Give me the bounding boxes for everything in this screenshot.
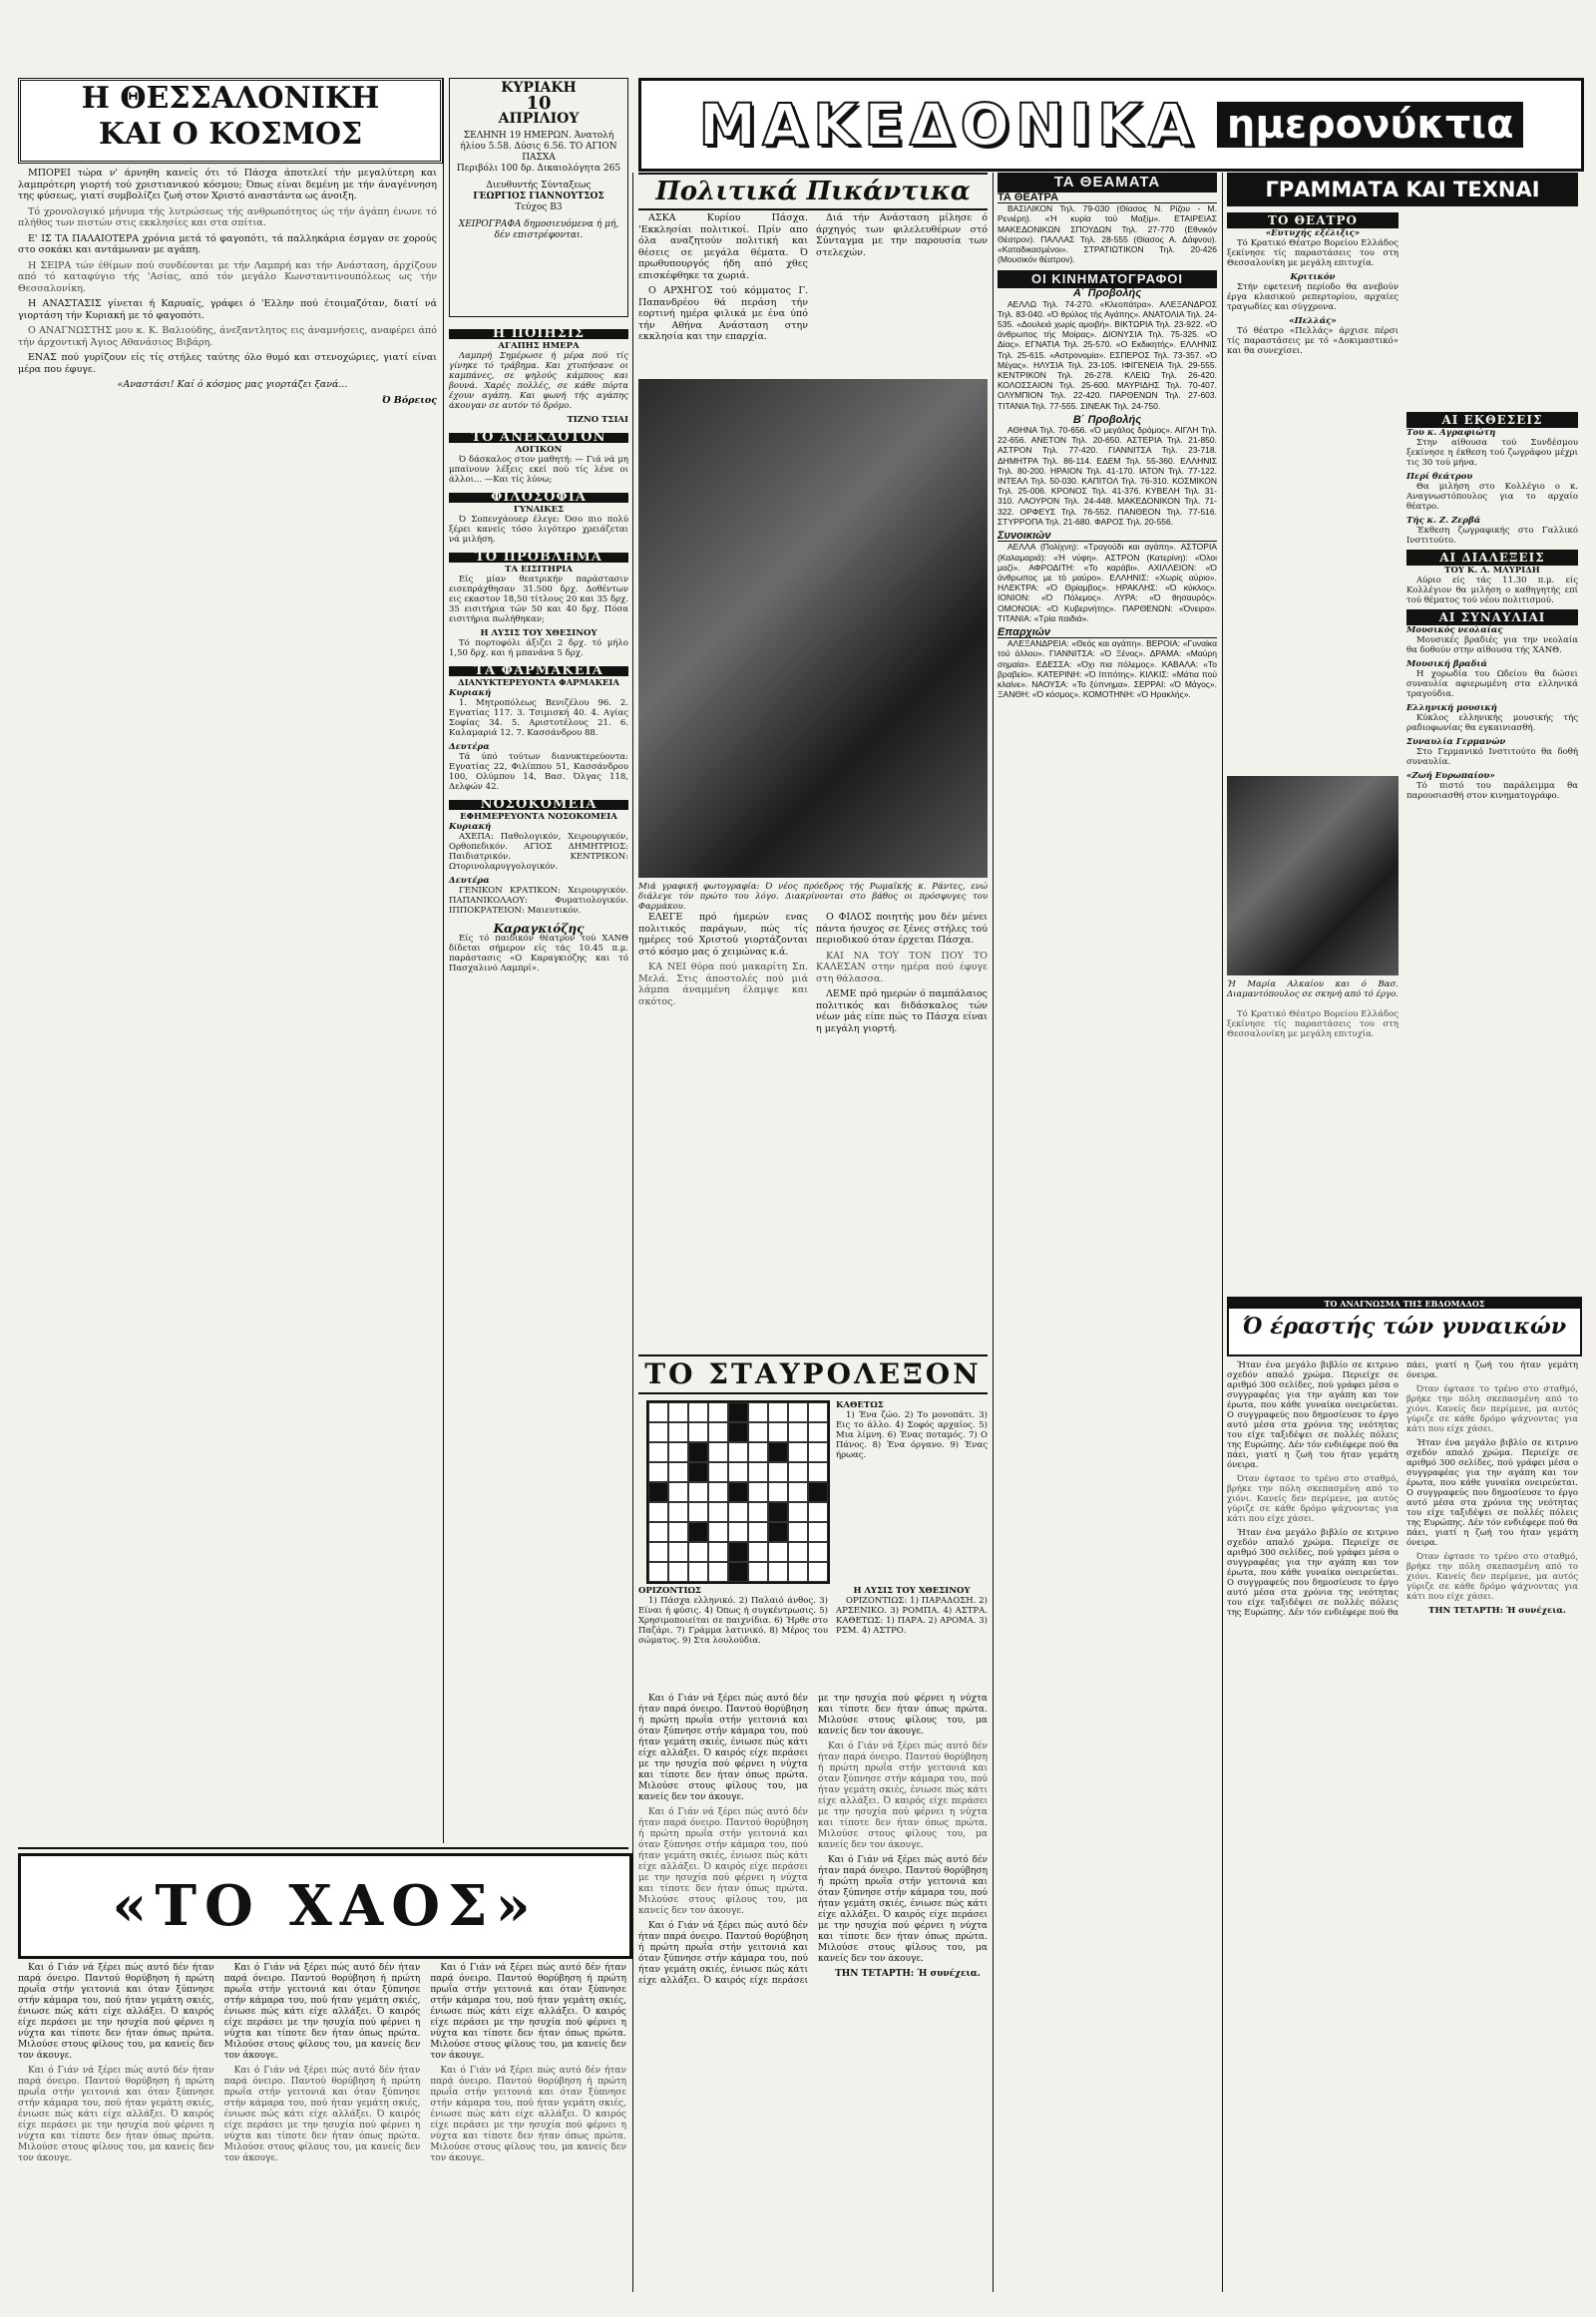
serial-text-3: Και ό Γιάν νά ξέρει πώς αυτό δέν ήταν παρά όνειρο. Παντού θορύβηση ή πρώτη πρωΐα στήν γειτονιά και όταν ξύπνησε στήν κάμαρα του, πού ήταν γεμάτη σκιές, ένιωσε πώς κάτι είχε αλλάξει. Ό καιρός είχε περάσει με την ησυχία πού φέρνει η νύχτα και τίποτε δεν ήταν όπως πρώτα. Μιλούσε στους φίλους του, μα κανείς δεν τον άκουγε. [223,1963,421,2061]
crossword-black-cell [728,1482,748,1502]
newspaper-page [18,18,1578,2302]
concerts-header: ΑΙ ΣΥΝΑΥΛΙΑΙ [1406,609,1578,625]
crossword-cell[interactable] [748,1502,768,1522]
poetry-subtitle: ΑΓΑΠΗΣ ΗΜΕΡΑ [498,341,580,351]
philosophy-text: Ό Σοπενχάουερ έλεγε: Όσο πιο πολύ ξέρει κανείς τόσο λιγότερο χρειάζεται νά μιλήση. [449,515,628,545]
crossword-cell[interactable] [808,1502,828,1522]
suburb-title: Συνοικιών [998,531,1217,542]
exh1-title: Του κ. Αγραφιώτη [1406,428,1496,438]
cinema-title: ΟΙ ΚΙΝΗΜΑΤΟΓΡΑΦΟΙ [998,270,1217,288]
crossword-cell[interactable] [648,1442,668,1462]
crossword-black-cell [688,1462,708,1482]
crossword-cell[interactable] [808,1522,828,1542]
politics-text-a: ΑΣΚΑ Κυρίου Πάσχα. 'Εκκλησίαι πολιτικοί. Πρίν απο όλα αναζητούν πολιτική και θέσεις σε μεγάλα θέματα. Ό πρωθυπουργός ήδη από χθες επισκέφθηκε τα χωριά. [638,212,808,281]
crossword-black-cell [688,1522,708,1542]
crossword-across-label: ΟΡΙΖΟΝΤΙΩΣ [638,1586,702,1596]
second-run-list: ΑΘΗΝΑ Τηλ. 70-656. «Ό μεγάλος δρόμος». ΑΙΓΛΗ Τηλ. 22-656. ΑΝΕΤΟΝ Τηλ. 20-650. ΑΣΤΕΡΙΑ Τηλ. 21-850. ΑΣΤΡΟΝ Τηλ. 77-420. ΓΙΑΝΝΙΤΣΑ Τηλ. 23-718. ΔΗΜΗΤΡΑ Τηλ. 86-114. ΕΔΕΜ Τηλ. 55-360. ΕΛΛΗΝΙΣ Τηλ. 80-200. ΗΡΑΙΟΝ Τηλ. 41-170. ΙΑΤΟΝ Τηλ. 77-122. ΙΝΤΕΑΛ Τηλ. 50-030. ΚΑΠΙΤΟΛ Τηλ. 76-310. ΚΟΣΜΙΚΟΝ Τηλ. 25-006. ΚΡΟΝΟΣ Τηλ. 41-376. ΚΥΒΕΛΗ Τηλ. 31-310. ΛΑΟΥΡΟΝ Τηλ. 24-448. ΜΑΚΕΔΟΝΙΚΟΝ Τηλ. 71-322. ΟΡΦΕΥΣ Τηλ. 76-552. ΠΑΝΘΕΟΝ Τηλ. 77-516. ΣΤΥΡΡΟΠΑ Τηλ. 21-680. ΦΑΡΟΣ Τηλ. 20-556. [998,425,1217,527]
serial-title: «ΤΟ ΧΑΟΣ» [112,1873,539,1939]
crossword-cell[interactable] [788,1482,808,1502]
hospital-day2: Δευτέρα [449,876,490,886]
crossword-cell[interactable] [668,1562,688,1582]
right-photo [1227,776,1398,975]
dateline-text2: Περιβόλι 100 δρ. Δικαιολόγητα 265 [456,164,621,174]
hospital-text: ΑΧΕΠΑ: Παθολογικόν, Χειρουργικόν, Ορθοπεδικόν. ΑΓΙΟΣ ΔΗΜΗΤΡΙΟΣ: Παιδιατρικόν. ΚΕΝΤΡΙΚΟΝ: Ωτορινολαρυγγολογικόν. [449,832,628,872]
crossword-cell[interactable] [648,1542,668,1562]
left-signature: Ό Βόρειος [382,394,437,406]
problem-subtitle: ΤΑ ΕΙΣΙΤΗΡΙΑ [505,565,573,575]
crossword-cell[interactable] [768,1402,788,1422]
karagiozis-title: Καραγκιόζης [493,922,585,936]
serial-end: ΤΗΝ ΤΕΤΑΡΤΗ: Ή συνέχεια. [835,1969,981,1979]
right-section-title: ΓΡΑΜΜΑΤΑ ΚΑΙ ΤΕΧΝΑΙ [1227,173,1578,206]
exh2-title: Περί θεάτρου [1406,472,1473,482]
dateline-text: ΣΕΛΗΝΗ 19 ΗΜΕΡΩΝ. Άνατολή ήλίου 5.58. Δύσις 6.56. ΤΟ ΑΓΙΟΝ ΠΑΣΧΑ [460,131,617,163]
crossword-black-cell [768,1442,788,1462]
serial-body-right [638,1694,988,2292]
crossword-cell[interactable] [708,1402,728,1422]
provinces-title: Επαρχιών [998,627,1217,638]
right-col-a [1227,212,1398,771]
lecture-title: ΤΟΥ Κ. Λ. ΜΑΥΡΙΔΗ [1444,566,1540,576]
crossword-cell[interactable] [648,1402,668,1422]
crossword-black-cell [768,1522,788,1542]
exh2-text: Θα μιλήση στο Κολλέγιο ο κ. Αναγνωστόπουλος για το αρχαίο θέατρο. [1406,482,1578,512]
politics-col-a [638,212,808,372]
crossword-cell[interactable] [788,1542,808,1562]
dateline-date: 10 [526,93,552,114]
right-photo-caption: Ή Μαρία Αλκαίου και ό Βασ. Διαμαντόπουλος σε σκηνή από τό έργο. [1227,979,1398,999]
serial-text-1: Και ό Γιάν νά ξέρει πώς αυτό δέν ήταν παρά όνειρο. Παντού θορύβηση ή πρώτη πρωΐα στήν γειτονιά και όταν ξύπνησε στήν κάμαρα του, πού ήταν γεμάτη σκιές, ένιωσε πώς κάτι είχε αλλάξει. Ό καιρός είχε περάσει με την ησυχία πού φέρνει η νύχτα και τίποτε δεν ήταν όπως πρώτα. Μιλούσε στους φίλους του, μα κανείς δεν τον άκουγε. [18,1963,214,2061]
crossword-cell[interactable] [728,1462,748,1482]
exhibition-header: ΑΙ ΕΚΘΕΣΕΙΣ [1406,412,1578,428]
crossword-cell[interactable] [748,1422,768,1442]
politics-text-c: Διά τήν Ανάσταση μίλησε ό άρχηγός των φιλελευθέρων στό Σύνταγμα με την παρουσία των στελεχών. [816,212,988,258]
crossword-cell[interactable] [728,1502,748,1522]
lecture-text: Αύριο είς τάς 11.30 π.μ. είς Κολλέγιον θα μιλήση ο καθηγητής επί τού θέματος τού νέου πολιτισμού. [1406,576,1578,605]
suburb-list: ΑΕΛΛΑ (Πολίχνη): «Τραγούδι και αγάπη». ΑΣΤΟΡΙΑ (Καλαμαριά): «Ή νύφη». ΑΣΤΡΟΝ (Κατερίνη): «Όλοι μαζί». ΑΦΡΟΔΙΤΗ: «Το καράβι». ΑΧΙΛΛΕΙΟΝ: «Ό άνθρωπος με τό μαύρο». ΕΛΛΗΝΙΣ: «Χωρίς αύριο». ΗΛΕΚΤΡΑ: «Ό Θρίαμβος». ΗΡΑΚΛΗΣ: «Ό κύκλος». ΙΟΝΙΟΝ: «Ό Πόλεμος». ΛΥΡΑ: «Ό θησαυρός». ΟΜΟΝΟΙΑ: «Ό Κυβερνήτης». ΠΑΡΘΕΝΩΝ: «Όνειρα». ΤΙΤΑΝΙΑ: «Τρία παιδιά». [998,542,1217,623]
crossword-cell[interactable] [768,1422,788,1442]
column-rule [1222,173,1223,2292]
crossword-cell[interactable] [688,1422,708,1442]
crossword-cell[interactable] [788,1462,808,1482]
crossword-title: ΤΟ ΣΤΑΥΡΟΛΕΞΟΝ [638,1354,988,1394]
right-sub3: «Πελλάς» [1289,316,1337,326]
listings-column [998,173,1217,2277]
column-rule [993,173,994,2292]
crossword-black-cell [728,1402,748,1422]
first-run-title: Α΄ Προβολής [1072,287,1142,300]
crossword-cell[interactable] [668,1482,688,1502]
left-title-line1: Η ΘΕΣΣΑΛΟΝΙΚΗ [81,81,380,116]
crossword-cell[interactable] [648,1462,668,1482]
crossword-black-cell [728,1422,748,1442]
karagiozis-text: Είς τό παιδικόν θέατρον τού ΧΑΝΘ δίδεται σήμερον είς τάς 10.45 π.μ. παράστασις «Ο Καραγκιόζης και τό Πασχαλινό Λαμπρί». [449,934,628,973]
conc3-title: Ελληνική μουσική [1406,703,1497,713]
right-text2: Στήν εφετεινή περίοδο θα ανεβούν έργα κλασικού ρεπερτορίου, αρχαίες τραγωδίες και σύγχρονα. [1227,282,1398,312]
crossword-cell[interactable] [668,1502,688,1522]
crossword-solution-title: Η ΛΥΣΙΣ ΤΟΥ ΧΘΕΣΙΝΟΥ [853,1586,971,1596]
crossword-cell[interactable] [668,1422,688,1442]
left-p5: Η ΑΝΑΣΤΑΣΙΣ γίνεται ή Καρυαίς, γράφει ό 'Ελλην πού έτοιμαζόταν, διατί νά γιορτάση τήν Κυριακή με τό φαγοπότι. [18,298,437,321]
reading-end: ΤΗΝ ΤΕΤΑΡΤΗ: Ή συνέχεια. [1428,1606,1566,1616]
hospital-title: ΝΟΣΟΚΟΜΕΙΑ [449,800,628,810]
crossword-down-label: ΚΑΘΕΤΩΣ [836,1400,884,1410]
reading-banner [1227,1297,1582,1356]
crossword-cell[interactable] [668,1402,688,1422]
left-p3: Ε' ΙΣ ΤΑ ΠΑΛΑΙΟΤΕΡΑ χρόνια μετά τό φαγοπότι, τά παλληκάρια έσμγαν σε χορούς στο σοκάκι και αντάμωναν με αγάπη. [18,232,437,255]
hospital-text2: ΓΕΝΙΚΟΝ ΚΡΑΤΙΚΟΝ: Χειρουργικόν. ΠΑΠΑΝΙΚΟΛΑΟΥ: Φυματιολογικόν. ΙΠΠΟΚΡΑΤΕΙΟΝ: Μαιευτικόν. [449,886,628,916]
politics-text-g: ΚΑΙ ΝΑ ΤΟΥ ΤΟΝ ΠΟΥ ΤΟ ΚΑΛΕΣΑΝ στην ημέρα πού έφυγε στη θάλασσα. [816,950,988,984]
serial-text-6: Και ό Γιάν νά ξέρει πώς αυτό δέν ήταν παρά όνειρο. Παντού θορύβηση ή πρώτη πρωΐα στήν γειτονιά και όταν ξύπνησε στήν κάμαρα του, πού ήταν γεμάτη σκιές, ένιωσε πώς κάτι είχε αλλάξει. Ό καιρός είχε περάσει με την ησυχία πού φέρνει η νύχτα και τίποτε δεν ήταν όπως πρώτα. Μιλούσε στους φίλους του, μα κανείς δεν τον άκουγε. [430,2066,626,2163]
crossword-cell[interactable] [668,1442,688,1462]
crossword-cell[interactable] [788,1522,808,1542]
right-sub1: «Ευτυχής εξέλιξις» [1265,228,1361,238]
editor-name: ΓΕΩΡΓΙΟΣ ΓΙΑΝΝΟΥΤΣΟΣ [473,192,604,201]
provinces-list: ΑΛΕΞΑΝΔΡΕΙΑ: «Θεός και αγάπη». ΒΕΡΟΙΑ: «Γυναίκα τού άλλου». ΓΙΑΝΝΙΤΣΑ: «Ό Ξένος». ΔΡΑΜΑ: «Μαύρη σημαία». ΕΔΕΣΣΑ: «Όχι πια πόλεμος». ΚΑΒΑΛΑ: «Το βραβείο». ΚΑΤΕΡΙΝΗ: «Ό Ιππότης». ΚΙΛΚΙΣ: «Μάτια πού κλαίνε». ΝΑΟΥΣΑ: «Το ξύπνημα». ΣΕΡΡΑΙ: «Ό Μάγος». ΞΑΝΘΗ: «Ό κόσμος». ΚΟΜΟΤΗΝΗ: «Ό Ηρακλής». [998,638,1217,700]
pharmacy-day2: Δευτέρα [449,742,490,752]
crossword-grid[interactable] [646,1400,830,1584]
reading-title: Ό έραστής τών γυναικών [1242,1314,1567,1340]
serial-body [18,1963,626,2292]
crossword-black-cell [728,1542,748,1562]
crossword-cell[interactable] [708,1562,728,1582]
left-title-line2: ΚΑΙ Ο ΚΟΣΜΟΣ [98,117,363,152]
crossword-cell[interactable] [808,1462,828,1482]
crossword-cell[interactable] [688,1482,708,1502]
dateline-month: ΑΠΡΙΛΙΟΥ [498,111,580,127]
hospital-day: Κυριακή [449,822,492,832]
serial-text-9: Και ό Γιάν νά ξέρει πώς αυτό δέν ήταν παρά όνειρο. Παντού θορύβηση ή πρώτη πρωΐα στήν γειτονιά και όταν ξύπνησε στήν κάμαρα του, πού ήταν γεμάτη σκιές, ένιωσε πώς κάτι είχε αλλάξει. Ό καιρός είχε περάσει με την ησυχία πού φέρνει η νύχτα και τίποτε δεν ήταν όπως πρώτα. Μιλούσε στους φίλους του, μα κανείς δεν τον άκουγε. [638,1694,988,1986]
crossword-cell[interactable] [788,1502,808,1522]
column-rule [632,173,633,2292]
reading-pre: ΤΟ ΑΝΑΓΝΩΣΜΑ ΤΗΣ ΕΒΔΟΜΑΔΟΣ [1229,1299,1580,1309]
crossword-down-text: 1) Ένα ζώο. 2) Το μονοπάτι. 3) Εις το άλλο. 4) Σοφός αρχαίος. 5) Μια λίμνη. 6) Ένας ποταμός. 7) Ο Πάνος. 8) Ένα όργανο. 9) Ένας ήρωας. [836,1410,988,1460]
crossword-black-cell [688,1442,708,1462]
theater-subtitle: ΤΑ ΘΕΑΤΡΑ [998,193,1217,203]
crossword-cell[interactable] [648,1562,668,1582]
lectures-header: ΑΙ ΔΙΑΛΕΞΕΙΣ [1406,550,1578,566]
crossword-cell[interactable] [748,1542,768,1562]
second-run-title: Β΄ Προβολής [1072,413,1142,426]
crossword-cell[interactable] [808,1562,828,1582]
exh3-text: Έκθεση ζωγραφικής στο Γαλλικό Ινστιτούτο. [1406,526,1578,546]
conc2-text: Η χορωδία του Ωδείου θα δώσει συναυλία αφιερωμένη στα ελληνικά τραγούδια. [1406,669,1578,699]
reading-text6: Όταν έφτασε το τρένο στο σταθμό, βρήκε την πόλη σκεπασμένη από το χιόνι. Κανείς δεν περίμενε, μα αυτός γύριζε σε κάθε δρόμο ψάχνοντας για κάτι που είχε χάσει. [1406,1552,1578,1602]
crossword-cell[interactable] [748,1562,768,1582]
politics-photo-caption: Μιά γραφική φωτογραφία: Ό νέος πρόεδρος τής Ρωμαϊκής κ. Ράντες, ενώ διάλεγε τόν πρώτο του λόγο. Διακρίνονται στο βάθος οι πρόσφυγες του Φαρμάκου. [638,882,988,912]
crossword-cell[interactable] [688,1542,708,1562]
theater-title: ΤΑ ΘΕΑΜΑΤΑ [998,173,1217,193]
crossword-cell[interactable] [748,1522,768,1542]
crossword-down [836,1400,988,1580]
dateline-box [449,78,628,317]
reading-text3: Ήταν ένα μεγάλο βιβλίο σε κιτρινο σχεδόν απαλό χρώμα. Περιείχε σε αριθμό 300 σελίδες, πού γράφει μέσα ο συγγραφέας για την αγάπη και τον έρωτα, που κάθε γυναίκα ονειρεύεται. Ο συγγραφεύς που δημοσίευσε το έργο αυτό μέσα στα χρόνια της νεότητας του είχε ταξιδέψει σε πολλές πόλεις της Ευρώπης. Δέν τόν ενδιέφερε πού θα πάει, γιατί η ζωή του ήταν γεμάτη όνειρα. [1227,1360,1578,1618]
crossword-cell[interactable] [748,1402,768,1422]
crossword-cell[interactable] [708,1422,728,1442]
politics-text-h: ΛΕΜΕ πρό ημερών ό παμπάλαιος πολιτικός και διδάσκαλος τών νέων μάς είπε πώς το Πάσχα είναι η μεγάλη γιορτή. [816,988,988,1034]
crossword-cell[interactable] [808,1542,828,1562]
reading-text4: Όταν έφτασε το τρένο στο σταθμό, βρήκε την πόλη σκεπασμένη από το χιόνι. Κανείς δεν περίμενε, μα αυτός γύριζε σε κάθε δρόμο ψάχνοντας για κάτι που είχε χάσει. [1406,1384,1578,1434]
left-p2: Τό χρονολογικό μήνυμα τής λυτρώσεως τής ανθρωπότητος ώς τήν άγάπη ένωνε τό πλήθος των πιστών στις εκκλησίες και στα σπίτια. [18,205,437,228]
poetry-text: Λαμπρή Σημέρωσε ή μέρα πού τίς γίνηκε τό τράβημα. Και χτυπήσανε οι καμπάνες, σε ψηλούς κάμπους και βουνά. Χαρές πολλές, σε κάθε πόρτα έχουν αγάπη. Και φωνή τής αγάπης άκουγαν σε αυτόν τό δρόμο. [449,351,628,411]
right-text3: Τό θέατρο «Πελλάς» άρχισε πέρσι τίς παραστάσεις με τό «Δοκιμαστικό» και θα συνεχίσει. [1227,326,1398,356]
problem-answer-title: Η ΛΥΣΙΣ ΤΟΥ ΧΘΕΣΙΝΟΥ [480,628,598,638]
reading-text: Ήταν ένα μεγάλο βιβλίο σε κιτρινο σχεδόν απαλό χρώμα. Περιείχε σε αριθμό 300 σελίδες, πού γράφει μέσα ο συγγραφέας για την αγάπη και τον έρωτα, που κάθε γυναίκα ονειρεύεται. Ο συγγραφεύς που δημοσίευσε το έργο αυτό μέσα στα χρόνια της νεότητας του είχε ταξιδέψει σε πολλές πόλεις της Ευρώπης. Δέν τόν ενδιέφερε πού θα πάει, γιατί η ζωή του ήταν γεμάτη όνειρα. [1227,1360,1398,1470]
philosophy-title: ΦΙΛΟΣΟΦΙΑ [449,493,628,503]
crossword-cell[interactable] [708,1482,728,1502]
right-theater-header: ΤΟ ΘΕΑΤΡΟ [1227,212,1398,228]
problem-text: Είς μίαν θεατρικήν παράστασιν εισεπράχθησαν 31.500 δρχ. Δοθέντων εις εκαστον 18,50 τίτλους 20 και 35 δρχ. 35 εισιτήρια τών 50 και 40 δρχ. Πόσα εισιτήρια πωλήθηκαν; [449,575,628,624]
crossword-cell[interactable] [748,1442,768,1462]
exh1-text: Στην αίθουσα τού Συνδέσμου ξεκίνησε η έκθεση τού ζωγράφου μέχρι τις 30 τού μήνα. [1406,438,1578,468]
politics-text-d: ΕΛΕΓΕ πρό ήμερών ενας πολιτικός παράγων, πώς τίς ημέρες τού Χριστού γιορτάζονται στό κόσμο μας ό χειμώνας κ.ά. [638,912,808,958]
right-lower-text: Τό Κρατικό Θέατρο Βορείου Ελλάδος ξεκίνησε τίς παραστάσεις του στη Θεσσαλονίκη με μεγάλη επιτυχία. [1227,1009,1398,1039]
crossword-cell[interactable] [768,1562,788,1582]
conc5-text: Τό πιστό του παράλειμμα θα παρουσιασθή στον κινηματογράφο. [1406,781,1578,801]
first-run-list: ΑΕΛΛΩ Τηλ. 74-270. «Κλεοπάτρα». ΑΛΕΞΑΝΔΡΟΣ Τηλ. 83-040. «Ό θρύλος τής Αγάπης». ΑΝΑΤΟΛΙΑ Τηλ. 24-535. «Δουλειά χωρίς αμοιβή». ΒΙΚΤΩΡΙΑ Τηλ. 23-922. «Ό άνθρωπος τής Μοίρας». ΔΙΟΝΥΣΙΑ Τηλ. 75-325. «Ό Δίας». ΕΓΝΑΤΙΑ Τηλ. 25-570. «Ο Εκδικητής». ΕΛΛΗΝΙΣ Τηλ. 25-615. «Αστρονομία». ΕΣΠΕΡΟΣ Τηλ. 73-357. «Ό Μέγας». ΗΛΥΣΙΑ Τηλ. 23-105. ΙΦΙΓΕΝΕΙΑ Τηλ. 29-555. ΚΕΝΤΡΙΚΟΝ Τηλ. 26-278. ΚΛΕΙΩ Τηλ. 26-420. ΚΟΛΟΣΣΑΙΟΝ Τηλ. 25-600. ΜΑΥΡΙΔΗΣ Τηλ. 70-407. ΟΛΥΜΠΙΟΝ Τηλ. 22-420. ΠΑΡΘΕΝΩΝ Τηλ. 27-603. ΤΙΤΑΝΙΑ Τηλ. 77-555. ΣΙΝΕΑΚ Τηλ. 24-750. [998,298,1217,411]
section-rule [18,1847,628,1849]
conc4-text: Στο Γερμανικό Ινστιτούτο θα δοθή συναυλία. [1406,747,1578,767]
left-verse: «Αναστάσι! Καί ό κόσμος μας γιορτάζει ξανά... [117,379,348,390]
crossword-cell[interactable] [708,1522,728,1542]
manuscript-note: ΧΕΙΡΟΓΡΑΦΑ δημοσιευόμενα ή μή, δέν επιστρέφονται. [458,219,619,240]
conc2-title: Μουσική βραδιά [1406,659,1488,669]
serial-banner [18,1853,632,1959]
crossword-cell[interactable] [648,1522,668,1542]
crossword-cell[interactable] [748,1462,768,1482]
crossword-black-cell [768,1502,788,1522]
crossword-cell[interactable] [808,1422,828,1442]
pharmacy-text: 1. Μητροπόλεως Βενιζέλου 96. 2. Εγνατίας 117. 3. Τσιμισκή 40. 4. Αγίας Σοφίας 34. 5. Αριστοτέλους 21. 6. Καλαμαριά 12. 7. Κασσάνδρου 88. [449,698,628,738]
conc1-title: Μουσικός νεολαίας [1406,625,1503,635]
crossword-cell[interactable] [648,1502,668,1522]
masthead-subtitle: ημερονύκτια [1217,102,1524,148]
reading-text5: Ήταν ένα μεγάλο βιβλίο σε κιτρινο σχεδόν απαλό χρώμα. Περιείχε σε αριθμό 300 σελίδες, πού γράφει μέσα ο συγγραφέας για την αγάπη και τον έρωτα, που κάθε γυναίκα ονειρεύεται. Ο συγγραφεύς που δημοσίευσε το έργο αυτό μέσα στα χρόνια της νεότητας του είχε ταξιδέψει σε πολλές πόλεις της Ευρώπης. Δέν τόν ενδιέφερε πού θα πάει, γιατί η ζωή του ήταν γεμάτη όνειρα. [1406,1438,1578,1548]
crossword-black-cell [808,1482,828,1502]
left-p4: Η ΣΕΙΡΑ τών έθίμων πού συνδέονται με τήν Λαμπρή και τήν Ανάσταση, άρχίζουν από τό καταφύγιο τής 'Ασίας, από τόν μεγάλο Κωνσταντινουπόλεως ως τήν Θεσσαλονίκη. [18,259,437,294]
crossword-cell[interactable] [688,1562,708,1582]
conc4-title: Συναυλία Γερμανών [1406,737,1506,747]
conc1-text: Μουσικές βραδιές για την νεολαία θα δοθούν στην αίθουσα τής ΧΑΝΘ. [1406,635,1578,655]
right-col-b [1406,212,1578,1290]
crossword-black-cell [648,1482,668,1502]
crossword-cell[interactable] [708,1442,728,1462]
politics-col-b [816,212,988,372]
crossword-cell[interactable] [788,1402,808,1422]
pharmacy-title: ΤΑ ΦΑΡΜΑΚΕΙΑ [449,666,628,676]
dateline-day: ΚΥΡΙΑΚΗ [501,80,577,96]
politics-col-d [816,912,988,1341]
conc3-text: Κύκλος ελληνικής μουσικής τής ραδιοφωνίας θα εγκαινιασθή. [1406,713,1578,733]
serial-text-2: Και ό Γιάν νά ξέρει πώς αυτό δέν ήταν παρά όνειρο. Παντού θορύβηση ή πρώτη πρωΐα στήν γειτονιά και όταν ξύπνησε στήν κάμαρα του, πού ήταν γεμάτη σκιές, ένιωσε πώς κάτι είχε αλλάξει. Ό καιρός είχε περάσει με την ησυχία πού φέρνει η νύχτα και τίποτε δεν ήταν όπως πρώτα. Μιλούσε στους φίλους του, μα κανείς δεν τον άκουγε. [18,2066,214,2163]
crossword-cell[interactable] [808,1442,828,1462]
politics-text-f: Ο ΦΙΛΟΣ ποιητής μου δέν μένει πάντα ήσυχος σε ξένες στήλες τού περιοδικού όταν έρχεται Πάσχα. [816,912,988,946]
issue-number: Τεύχος Β3 [515,202,563,212]
crossword-cell[interactable] [708,1542,728,1562]
poetry-author: ΤΙΖΝΟ ΤΣΙΑΙ [567,415,628,425]
crossword-cell[interactable] [708,1462,728,1482]
serial-text-11: Και ό Γιάν νά ξέρει πώς αυτό δέν ήταν παρά όνειρο. Παντού θορύβηση ή πρώτη πρωΐα στήν γειτονιά και όταν ξύπνησε στήν κάμαρα του, πού ήταν γεμάτη σκιές, ένιωσε πώς κάτι είχε αλλάξει. Ό καιρός είχε περάσει με την ησυχία πού φέρνει η νύχτα και τίποτε δεν ήταν όπως πρώτα. Μιλούσε στους φίλους του, μα κανείς δεν τον άκουγε. [818,1855,988,1964]
crossword-cell[interactable] [808,1402,828,1422]
problem-title: ΤΟ ΠΡΟΒΛΗΜΑ [449,553,628,563]
left-p6: Ο ΑΝΑΓΝΩΣΤΗΣ μου κ. Κ. Βαλιούδης, άνεξαντλητος εις άναμνήσεις, αναφέρει άπό τήν άρχοντική Άγιος Αθανάσιος Βιβάρη. [18,325,437,348]
serial-text-5: Και ό Γιάν νά ξέρει πώς αυτό δέν ήταν παρά όνειρο. Παντού θορύβηση ή πρώτη πρωΐα στήν γειτονιά και όταν ξύπνησε στήν κάμαρα του, πού ήταν γεμάτη σκιές, ένιωσε πώς κάτι είχε αλλάξει. Ό καιρός είχε περάσει με την ησυχία πού φέρνει η νύχτα και τίποτε δεν ήταν όπως πρώτα. Μιλούσε στους φίλους του, μα κανείς δεν τον άκουγε. [430,1963,626,2061]
crossword-cell[interactable] [788,1442,808,1462]
left-article-title [18,78,443,164]
anecdote-subtitle: ΛΟΓΙΚΟΝ [515,445,563,455]
politics-section-title: Πολιτικά Πικάντικα [638,173,988,210]
reading-body [1227,1360,1578,2288]
conc5-title: «Ζωή Ευρωπαίου» [1406,771,1495,781]
politics-photo [638,379,988,878]
crossword-cell[interactable] [688,1502,708,1522]
crossword-cell[interactable] [648,1422,668,1442]
crossword-cell[interactable] [768,1542,788,1562]
anecdote-text: Ό δάσκαλος στον μαθητή: — Γιά νά μη μπαίνουν λέξεις εκεί πού τίς λένε οι άλλοι... —Και τίς λύνω; [449,455,628,485]
problem-answer-text: Τό πορτοφόλι άξιζει 2 δρχ. τό μήλο 1,50 δρχ. και ή μπανάνα 5 δρχ. [449,638,628,658]
crossword-cell[interactable] [688,1402,708,1422]
philosophy-subtitle: ΓΥΝΑΙΚΕΣ [513,505,565,515]
center-small-column [449,327,628,1684]
pharmacy-text2: Τά ύπό τούτων διανυκτερεύοντα: Εγνατίας 22, Φιλίππου 51, Κασσάνδρου 100, Ολύμπου 14, Βασ. Όλγας 118, Δελφών 42. [449,752,628,792]
serial-text-8: Και ό Γιάν νά ξέρει πώς αυτό δέν ήταν παρά όνειρο. Παντού θορύβηση ή πρώτη πρωΐα στήν γειτονιά και όταν ξύπνησε στήν κάμαρα του, πού ήταν γεμάτη σκιές, ένιωσε πώς κάτι είχε αλλάξει. Ό καιρός είχε περάσει με την ησυχία πού φέρνει η νύχτα και τίποτε δεν ήταν όπως πρώτα. Μιλούσε στους φίλους του, μα κανείς δεν τον άκουγε. [638,1807,808,1916]
right-col-a-lower [1227,1009,1398,1289]
left-p1: ΜΠΟΡΕΙ τώρα ν' άρνηθη κανείς ότι τό Πάσχα άποτελεί τήν μεγαλύτερη και λαμπρότερη γιορτή τού χριστιανικού κόσμου; Όπως είναι δεμένη με τήν άναγέννηση της φύσεως, γιατί συμβολίζει ζωή στον Χριστό αναστάντα ως άνοιξη. [18,168,437,201]
crossword-cell[interactable] [668,1542,688,1562]
hospital-subtitle: ΕΦΗΜΕΡΕΥΟΝΤΑ ΝΟΣΟΚΟΜΕΙΑ [460,812,617,822]
right-sub2: Κριτικόν [1290,272,1336,282]
crossword-solution-text: ΟΡΙΖΟΝΤΙΩΣ: 1) ΠΑΡΑΔΟΣΗ. 2) ΑΡΣΕΝΙΚΟ. 3) ΡΟΜΠΑ. 4) ΑΣΤΡΑ. ΚΑΘΕΤΩΣ: 1) ΠΑΡΑ. 2) ΑΡΟΜΑ. 3) ΡΣΜ. 4) ΑΣΤΡΟ. [836,1596,988,1636]
politics-text-b: Ο ΑΡΧΗΓΟΣ τού κόμματος Γ. Παπανδρέου θά περάση τήν εορτινή ημέρα φιλικά με ένα ύπό τήν Αθήνα Ανάσταση στην εκκλησία και την επαρχία. [638,285,808,342]
crossword-cell[interactable] [768,1462,788,1482]
politics-col-c [638,912,808,1341]
right-text1: Τό Κρατικό Θέατρο Βορείου Ελλάδος ξεκίνησε τίς παραστάσεις του στη Θεσσαλονίκη με μεγάλη επιτυχία. [1227,238,1398,268]
crossword-cell[interactable] [748,1482,768,1502]
politics-text-e: ΚΑ ΝΕΙ θύρα πού μακαρίτη Σπ. Μελά. Στις άποστολές πού μιά λάμπα άναμμένη έλαμψε και σκότος. [638,962,808,1007]
serial-text-7: Και ό Γιάν νά ξέρει πώς αυτό δέν ήταν παρά όνειρο. Παντού θορύβηση ή πρώτη πρωΐα στήν γειτονιά και όταν ξύπνησε στήν κάμαρα του, πού ήταν γεμάτη σκιές, ένιωσε πώς κάτι είχε αλλάξει. Ό καιρός είχε περάσει με την ησυχία πού φέρνει η νύχτα και τίποτε δεν ήταν όπως πρώτα. Μιλούσε στους φίλους του, μα κανείς δεν τον άκουγε. [638,1694,808,1802]
crossword-black-cell [728,1562,748,1582]
pharmacy-day: Κυριακή [449,688,492,698]
reading-text2: Όταν έφτασε το τρένο στο σταθμό, βρήκε την πόλη σκεπασμένη από το χιόνι. Κανείς δεν περίμενε, μα αυτός γύριζε σε κάθε δρόμο ψάχνοντας για κάτι που είχε χάσει. [1227,1474,1398,1524]
crossword-cell[interactable] [768,1482,788,1502]
serial-text-4: Και ό Γιάν νά ξέρει πώς αυτό δέν ήταν παρά όνειρο. Παντού θορύβηση ή πρώτη πρωΐα στήν γειτονιά και όταν ξύπνησε στήν κάμαρα του, πού ήταν γεμάτη σκιές, ένιωσε πώς κάτι είχε αλλάξει. Ό καιρός είχε περάσει με την ησυχία πού φέρνει η νύχτα και τίποτε δεν ήταν όπως πρώτα. Μιλούσε στους φίλους του, μα κανείς δεν τον άκουγε. [223,2066,421,2163]
masthead-title: ΜΑΚΕΔΟΝΙΚΑ [698,91,1199,159]
crossword-cell[interactable] [708,1502,728,1522]
crossword-cell[interactable] [788,1562,808,1582]
pharmacy-subtitle: ΔΙΑΝΥΚΤΕΡΕΥΟΝΤΑ ΦΑΡΜΑΚΕΙΑ [457,678,620,688]
serial-text-10: Και ό Γιάν νά ξέρει πώς αυτό δέν ήταν παρά όνειρο. Παντού θορύβηση ή πρώτη πρωΐα στήν γειτονιά και όταν ξύπνησε στήν κάμαρα του, πού ήταν γεμάτη σκιές, ένιωσε πώς κάτι είχε αλλάξει. Ό καιρός είχε περάσει με την ησυχία πού φέρνει η νύχτα και τίποτε δεν ήταν όπως πρώτα. Μιλούσε στους φίλους του, μα κανείς δεν τον άκουγε. [818,1741,988,1850]
crossword-cell[interactable] [668,1522,688,1542]
crossword-across-text: 1) Πάσχα ελληνικό. 2) Παλαιό άνθος. 3) Είναι ή φύσις. 4) Όπως ή συγκέντρωσις. 5) Χρησιμοποιείται σε παιχνίδια. 6) Ήρθε στο Παζάρι. 7) Γράμμα λατινικό. 8) Μέρος του σώματος. 9) Στα λουλούδια. [638,1596,828,1646]
theater-list: ΒΑΣΙΛΙΚΟΝ Τηλ. 79-030 (Θίασος Ν. Ρίζου - Μ. Ρενιέρη). «Ή κυρία τού Μαξίμ». ΕΤΑΙΡΕΙΑΣ ΜΑΚΕΔΟΝΙΚΩΝ ΣΠΟΥΔΩΝ Τηλ. 27-770 (Εθνικόν Θέατρον). ΠΑΛΛΑΣ Τηλ. 28-555 (Θίασος Α. Δάφνου). «Καταδικασμένοι». ΣΤΡΑΤΙΩΤΙΚΟΝ Τηλ. 20-426 (Μουσικόν θέατρον). [998,203,1217,265]
crossword-cell[interactable] [788,1422,808,1442]
exh3-title: Τής κ. Ζ. Ζερβά [1406,516,1481,526]
crossword-across [638,1586,828,1686]
left-p7: ΕΝΑΣ πού γυρίζουν είς τίς στήλες ταύτης όλο θυμό και στενοχώριες, γιατί είναι μέρα που έφυγε. [18,352,437,375]
poetry-title: Η ΠΟΙΗΣΙΣ [449,329,628,339]
crossword-solution [836,1586,988,1686]
editor-label: Διευθυντής Σύνταξεως [486,181,592,191]
masthead [638,78,1584,172]
crossword-cell[interactable] [728,1522,748,1542]
left-article-body [18,168,437,1843]
column-rule [443,78,444,1843]
crossword-cell[interactable] [668,1462,688,1482]
anecdote-title: ΤΟ ΑΝΕΚΔΟΤΟΝ [449,433,628,443]
crossword-cell[interactable] [728,1442,748,1462]
